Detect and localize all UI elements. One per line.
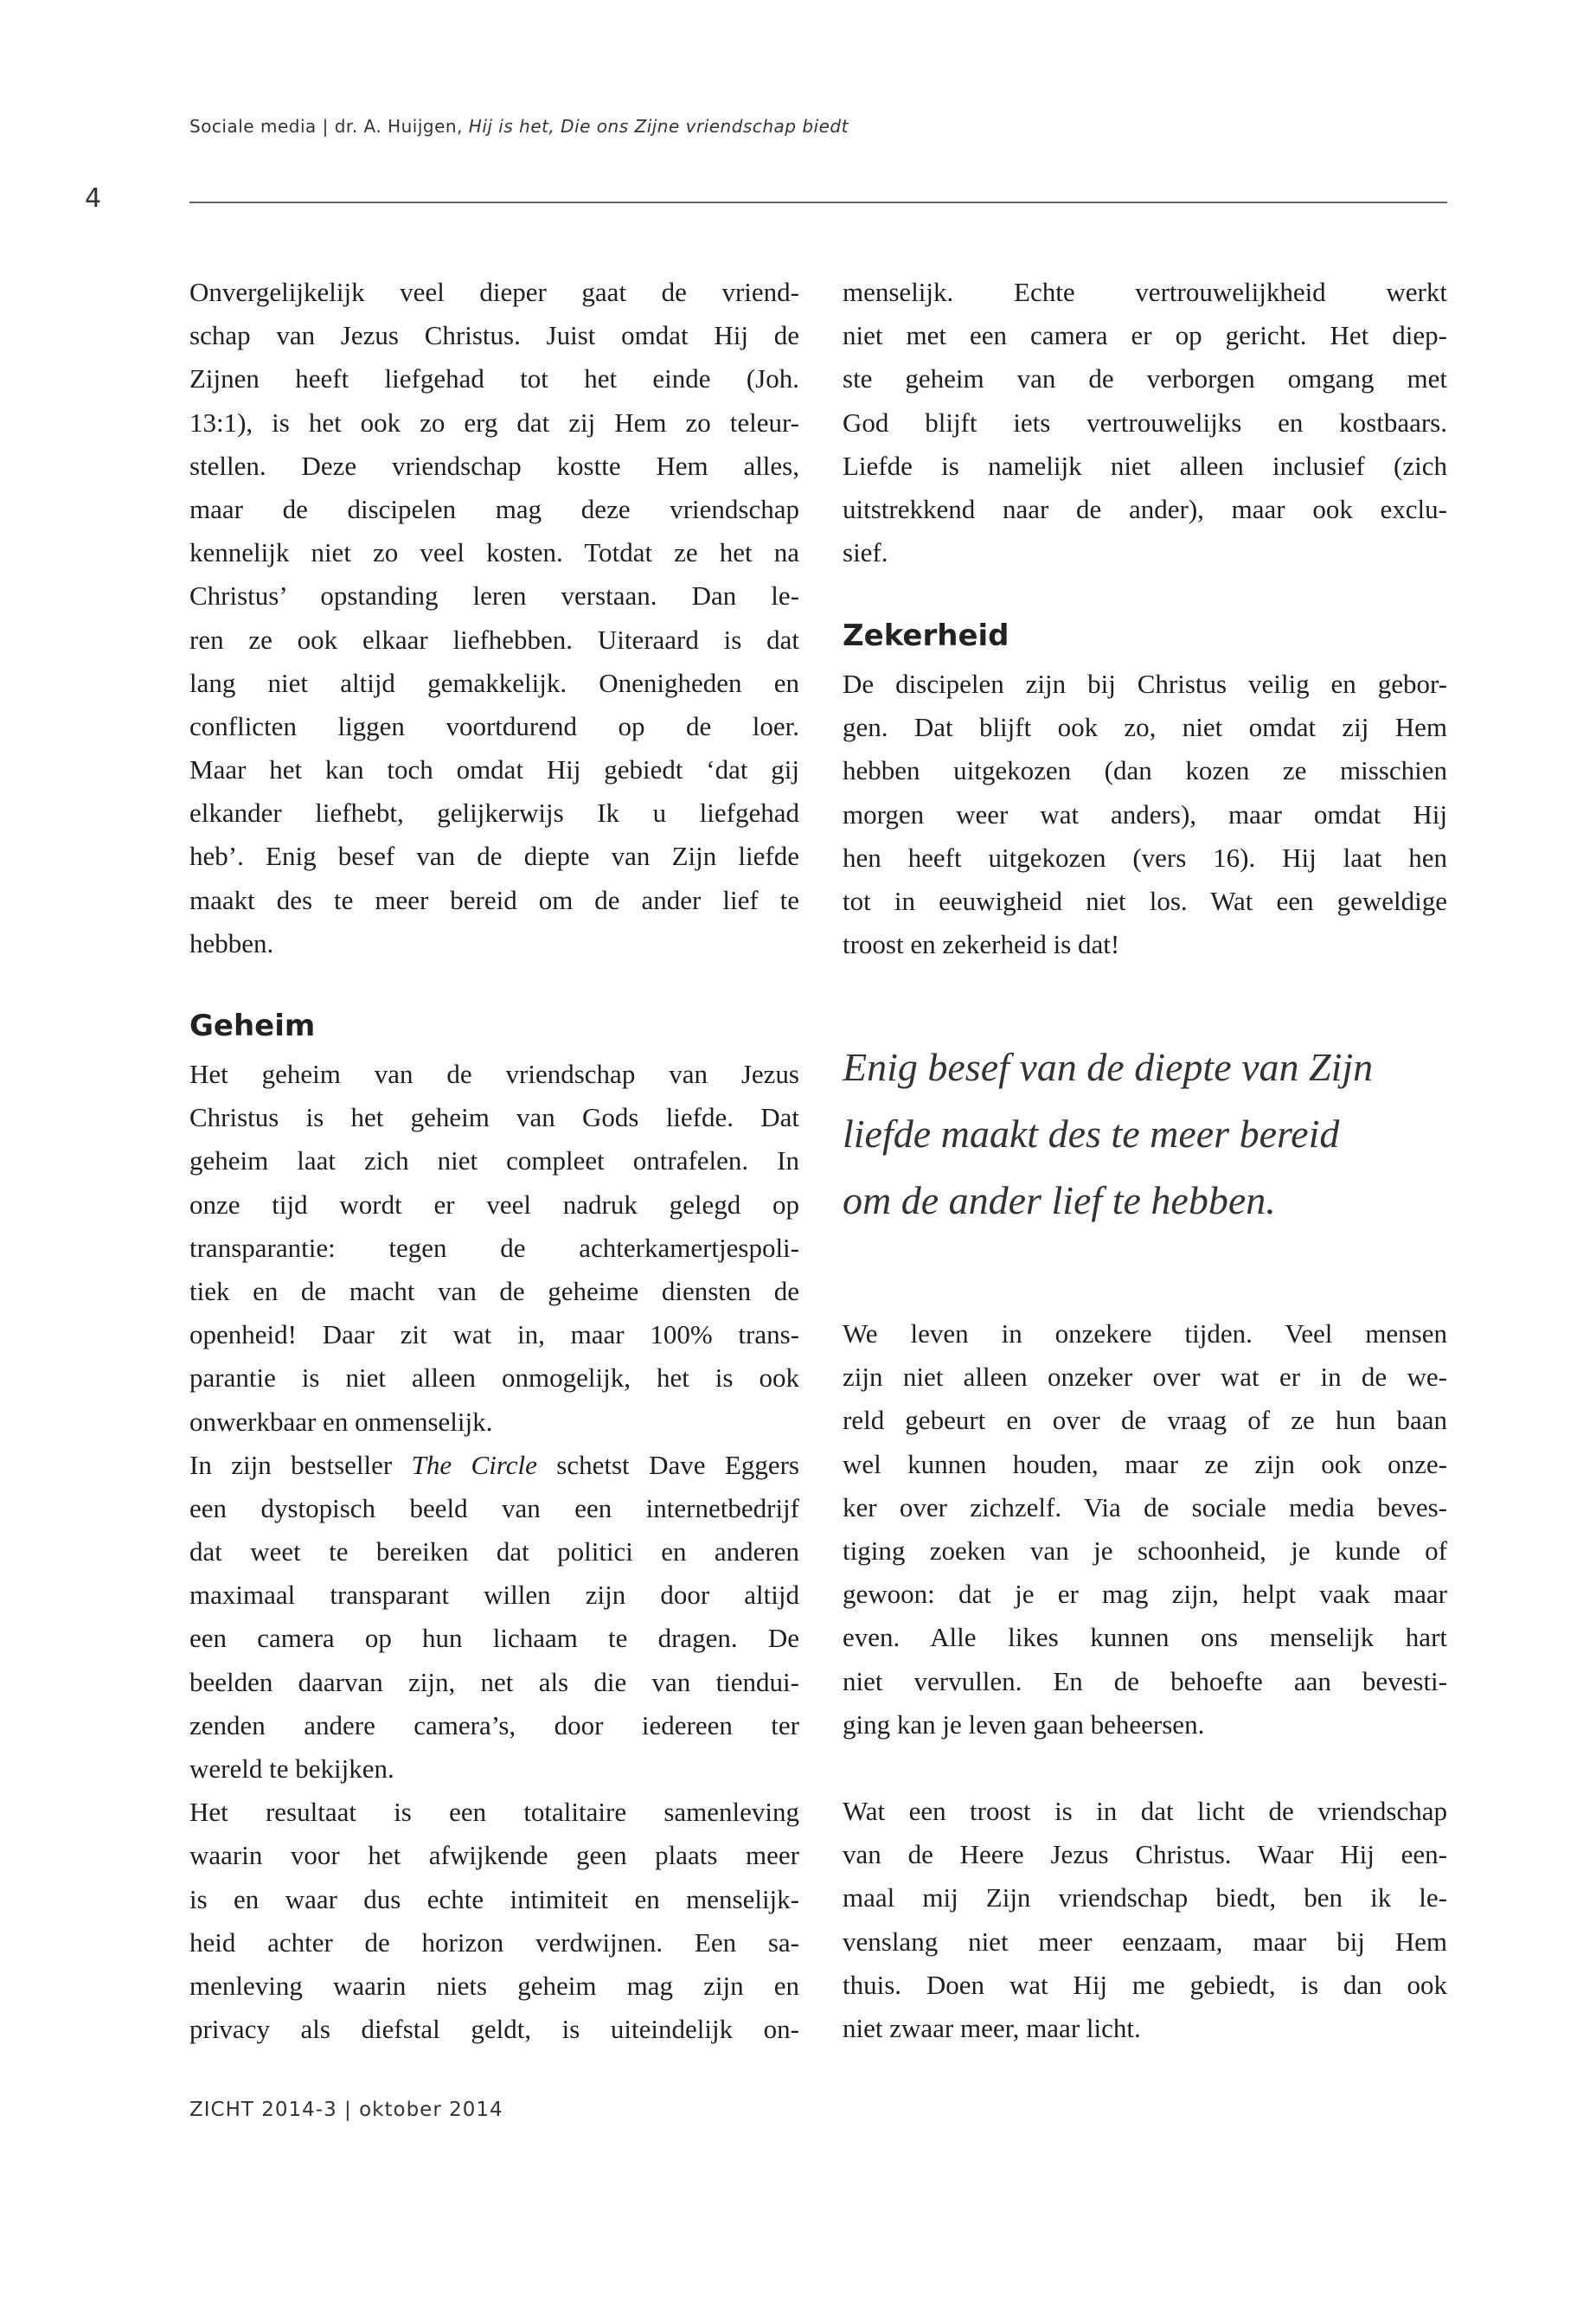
paragraph-lines [189,1487,799,1791]
text-line: Christus’ opstanding leren verstaan. Dan le- [189,580,799,612]
text-line: zijn niet alleen onzeker over wat er in de we- [843,1362,1447,1393]
text-line: Maar het kan toch omdat Hij gebiedt ‘dat gij [189,754,799,785]
header-separator: | [322,116,329,137]
text-line: geheim laat zich niet compleet ontrafelen. In [189,1145,799,1176]
text-line: lang niet altijd gemakkelijk. Onenigheden en [189,667,799,698]
quote-line: liefde maakt des te meer bereid [843,1112,1340,1156]
pull-quote [843,1034,1500,1234]
text-line: niet vervullen. En de behoefte aan bevesti- [843,1665,1447,1696]
section-heading: Geheim [189,1009,316,1043]
text-line: ren ze ook elkaar liefhebben. Uiteraard is dat [189,624,799,655]
text-line: venslang niet meer eenzaam, maar bij Hem [843,1926,1447,1957]
text-line: maximaal transparant willen zijn door altijd [189,1580,799,1611]
paragraph [189,1444,799,1791]
text-line: hen heeft uitgekozen (vers 16). Hij laat hen [843,842,1447,873]
text-line: maal mij Zijn vriendschap biedt, ben ik le- [843,1882,1447,1913]
text-line: waarin voor het afwijkende geen plaats meer [189,1840,799,1871]
text-line: ker over zichzelf. Via de sociale media beves- [843,1491,1447,1522]
text-line: conflicten liggen voortdurend op de loer. [189,710,799,741]
text-line: tiek en de macht van de geheime diensten de [189,1275,799,1306]
text-line: We leven in onzekere tijden. Veel mensen [843,1318,1447,1349]
text-line: dat weet te bereiken dat politici en anderen [189,1536,799,1567]
paragraph [843,663,1447,966]
text-line: elkander liefhebt, gelijkerwijs Ik u liefgehad [189,798,799,829]
text-line: hebben uitgekozen (dan kozen ze misschien [843,755,1447,786]
text-line: een camera op hun lichaam te dragen. De [189,1623,799,1654]
text-line: heid achter de horizon verdwijnen. Een sa- [189,1926,799,1958]
text-line: In zijn bestseller The Circle schetst Dave Eggers [189,1449,799,1480]
text-line: Liefde is namelijk niet alleen inclusief (zich [843,450,1447,481]
running-header [189,116,849,137]
text-line: van de Heere Jezus Christus. Waar Hij een- [843,1839,1447,1870]
header-rule [189,202,1447,203]
text-line: kennelijk niet zo veel kosten. Totdat ze het na [189,537,799,568]
paragraph [843,271,1447,574]
author: dr. A. Huijgen, [334,116,463,137]
text-line: ging kan je leven gaan beheersen. [843,1708,1205,1740]
section-heading: Zekerheid [843,619,1010,653]
text-line: ste geheim van de verborgen omgang met [843,363,1447,394]
text-line: Christus is het geheim van Gods liefde. Dat [189,1102,799,1133]
article-title: Hij is het, Die ons Zijne vriendschap biedt [468,116,849,137]
text-line: troost en zekerheid is dat! [843,929,1120,960]
footer-issue: ZICHT 2014-3 | oktober 2014 [189,2099,503,2121]
paragraph-group [189,1053,799,2051]
paragraph [843,1312,1447,1747]
text-line: morgen weer wat anders), maar omdat Hij [843,798,1447,830]
text-line: menselijk. Echte vertrouwelijkheid werkt [843,277,1447,307]
text-line: wel kunnen houden, maar ze zijn ook onze- [843,1448,1447,1479]
text-line: wereld te bekijken. [189,1753,394,1784]
text-line: een dystopisch beeld van een internetbedrijf [189,1492,799,1523]
text-line: De discipelen zijn bij Christus veilig en gebor- [843,669,1447,699]
text-line: hebben. [189,927,274,958]
paragraph [843,1790,1447,2050]
text-line: schap van Jezus Christus. Juist omdat Hij de [189,320,799,351]
text-line: 13:1), is het ook zo erg dat zij Hem zo teleur- [189,407,799,438]
text-line: gen. Dat blijft ook zo, niet omdat zij Hem [843,712,1447,743]
text-line: tiging zoeken van je schoonheid, je kunde of [843,1535,1447,1566]
text-line: gewoon: dat je er mag zijn, helpt vaak maar [843,1579,1447,1610]
book-title: The Circle [411,1449,537,1480]
section-label: Sociale media [189,116,317,137]
text-line: stellen. Deze vriendschap kostte Hem alles, [189,450,799,481]
text-line: maakt des te meer bereid om de ander lief te [189,884,799,915]
quote-line: om de ander lief te hebben. [843,1178,1276,1222]
paragraph [189,271,799,965]
text-line: niet met een camera er op gericht. Het diep- [843,320,1447,351]
text-line: Wat een troost is in dat licht de vriendschap [843,1796,1447,1826]
text-line: heb’. Enig besef van de diepte van Zijn liefde [189,841,799,872]
text-line: Het geheim van de vriendschap van Jezus [189,1059,799,1089]
text-line: thuis. Doen wat Hij me gebiedt, is dan ook [843,1969,1447,2000]
quote-line: Enig besef van de diepte van Zijn [843,1045,1374,1089]
text-line: onze tijd wordt er veel nadruk gelegd op [189,1189,799,1220]
text-line: maar de discipelen mag deze vriendschap [189,493,799,524]
text-line: Het resultaat is een totalitaire samenleving [189,1797,799,1828]
text-line: onwerkbaar en onmenselijk. [189,1406,493,1437]
text-line: Zijnen heeft liefgehad tot het einde (Joh. [189,363,799,394]
text-line: even. Alle likes kunnen ons menselijk hart [843,1622,1447,1653]
text-line: transparantie: tegen de achterkamertjespoli- [189,1232,799,1263]
text-line: openheid! Daar zit wat in, maar 100% trans- [189,1319,799,1350]
text-line: God blijft iets vertrouwelijks en kostbaars. [843,407,1447,438]
text-line: is en waar dus echte intimiteit en menselijk- [189,1883,799,1914]
text-line: privacy als diefstal geldt, is uiteindelijk on- [189,2014,799,2045]
text-line: zenden andere camera’s, door iedereen ter [189,1709,799,1740]
text-line: tot in eeuwigheid niet los. Wat een geweldige [843,885,1447,916]
text-line: parantie is niet alleen onmogelijk, het is ook [189,1362,799,1394]
page-number: 4 [85,183,102,214]
text-line: sief. [843,537,888,568]
text-line: beelden daarvan zijn, net als die van tiendui- [189,1666,799,1697]
text-line: Onvergelijkelijk veel dieper gaat de vriend- [189,277,799,307]
text-line: reld gebeurt en over de vraag of ze hun baan [843,1405,1447,1436]
paragraph [189,1791,799,2051]
text-line: menleving waarin niets geheim mag zijn en [189,1970,799,2001]
text-line: uitstrekkend naar de ander), maar ook exclu- [843,493,1447,524]
text-line: niet zwaar meer, maar licht. [843,2012,1141,2043]
paragraph [189,1053,799,1444]
